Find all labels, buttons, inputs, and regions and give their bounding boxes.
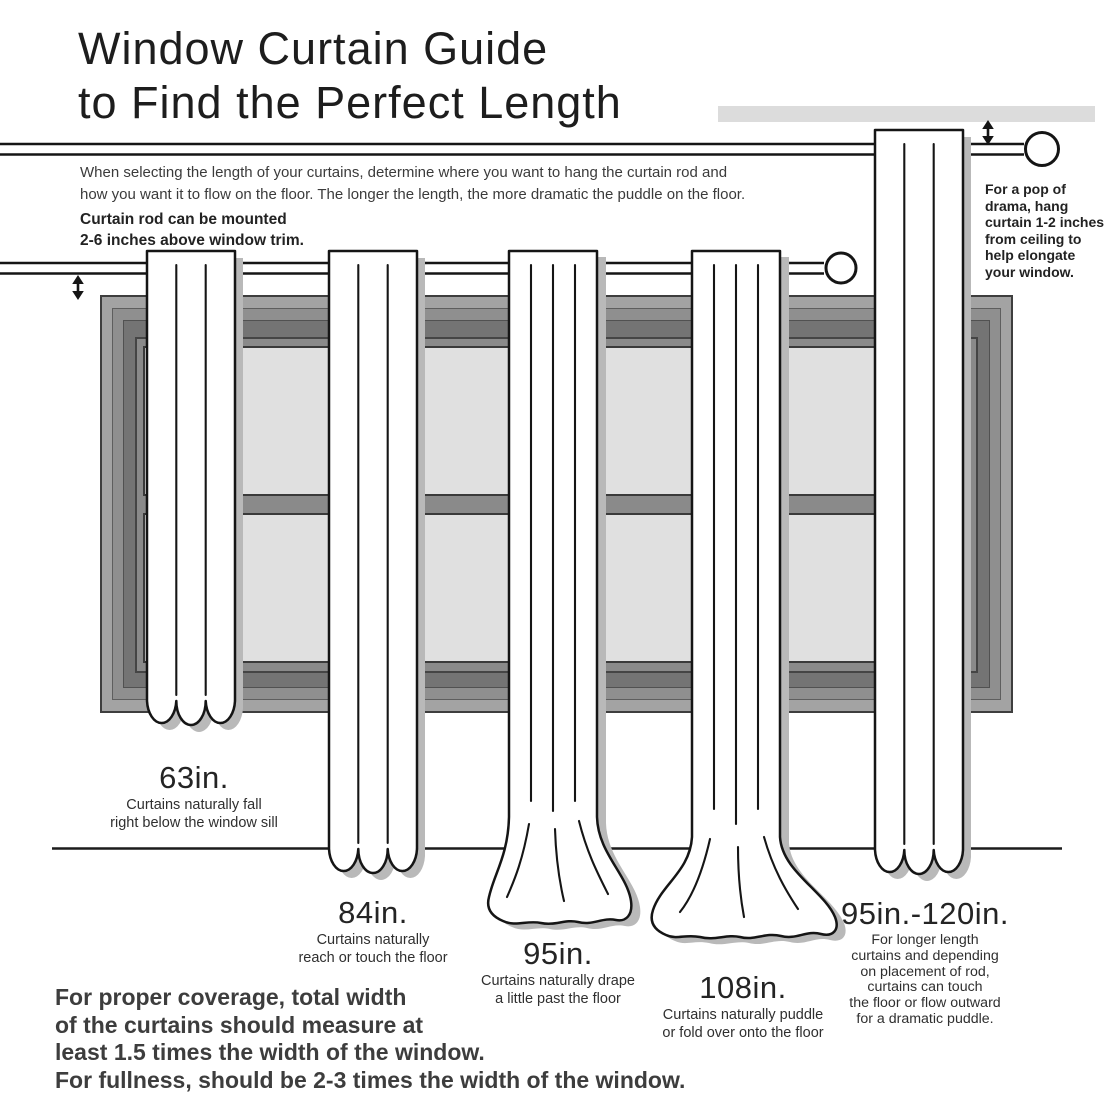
curtain-108in-graphic (640, 249, 852, 965)
curtain-84in-graphic (322, 249, 426, 897)
curtain-description: Curtains naturally drape a little past the floor (481, 973, 635, 1007)
title-line: to Find the Perfect Length (78, 77, 622, 128)
intro-line: When selecting the length of your curtains, determine where you want to hang the curtain rod and (80, 164, 728, 181)
ceiling-hang-note: For a pop of drama, hang curtain 1-2 inches from ceiling to help elongate your window. (985, 181, 1105, 280)
curtain-95in-graphic (470, 249, 660, 949)
curtain-length: 84in. (338, 895, 408, 930)
curtain-length: 95in.-120in. (840, 896, 1009, 931)
intro-line: how you want it to flow on the floor. The longer the length, the more dramatic the puddle on the floor. (80, 185, 746, 203)
curtain-95-120in-graphic (868, 128, 972, 884)
coverage-note: For proper coverage, total width of the curtains should measure at least 1.5 times the width of the window. For fullness, should be 2-3 times the width of the window. (55, 984, 686, 1093)
curtain-63in-graphic (140, 249, 244, 745)
rod-finial-icon (1026, 133, 1059, 166)
rod-spacing-arrow-icon (72, 275, 84, 300)
curtain-description: For longer length curtains and depending on placement of rod, curtains can touch the floor or flow outward for a dramatic puddle. (849, 932, 1001, 1027)
ceiling-spacing-arrow-icon (982, 120, 994, 145)
curtain-length: 95in. (523, 936, 593, 971)
intro-text (80, 162, 745, 205)
rod-mounting-note: Curtain rod can be mounted 2-6 inches above window trim. (80, 211, 304, 249)
curtain-length: 63in. (159, 760, 229, 795)
curtain-label-95-120in (805, 897, 1045, 1028)
curtain-description: Curtains naturally reach or touch the floor (298, 932, 448, 966)
curtain-description: Curtains naturally puddle or fold over onto the floor (662, 1007, 824, 1041)
page-title (78, 22, 622, 130)
title-line: Window Curtain Guide (78, 23, 549, 74)
curtain-description: Curtains naturally fall right below the window sill (110, 797, 278, 831)
curtain-label-63in (74, 761, 314, 832)
curtain-length: 108in. (699, 970, 787, 1005)
